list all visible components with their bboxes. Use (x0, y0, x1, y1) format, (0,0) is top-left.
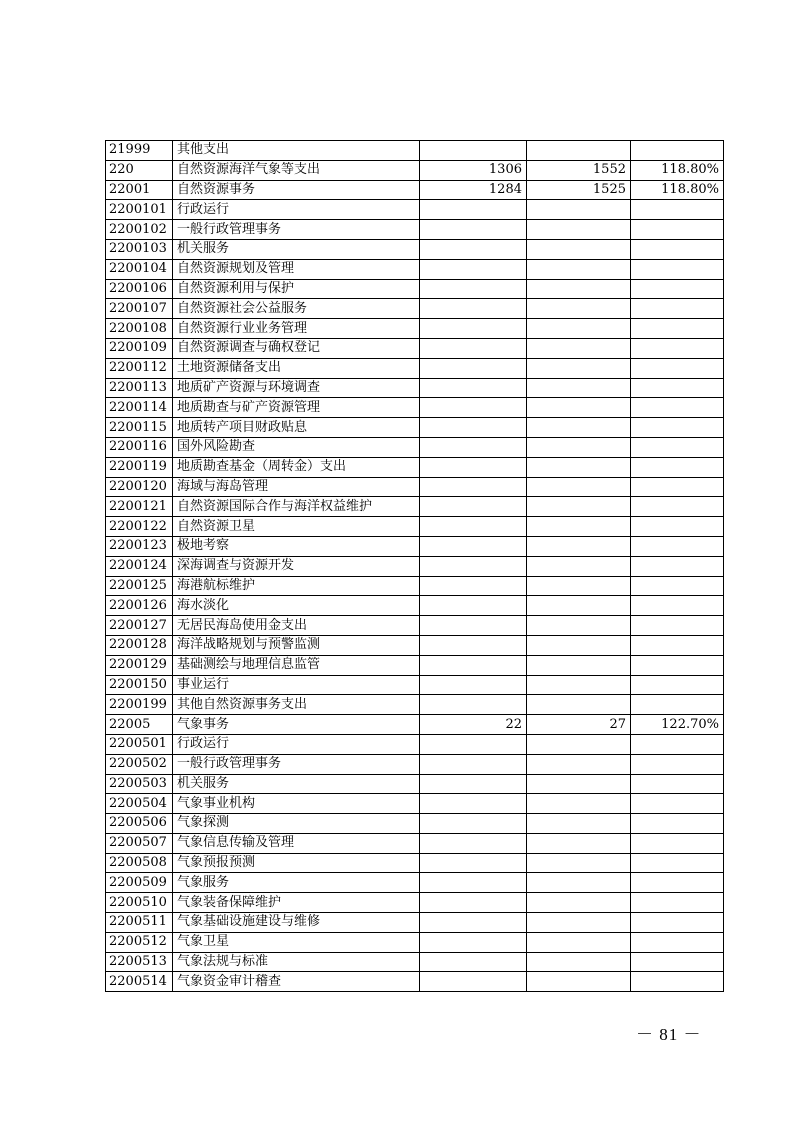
current-year-amount-cell (527, 319, 631, 339)
account-code-cell: 2200124 (106, 556, 173, 576)
table-row (106, 972, 724, 992)
account-name-cell: 一般行政管理事务 (173, 220, 420, 240)
prior-year-amount-cell (420, 952, 527, 972)
percentage-cell: 122.70% (631, 715, 724, 735)
prior-year-amount-cell (420, 398, 527, 418)
table-row (106, 536, 724, 556)
prior-year-amount-cell (420, 576, 527, 596)
current-year-amount-cell (527, 913, 631, 933)
current-year-amount-cell (527, 477, 631, 497)
current-year-amount-cell (527, 457, 631, 477)
current-year-amount-cell (527, 279, 631, 299)
table-row (106, 695, 724, 715)
account-code-cell: 2200199 (106, 695, 173, 715)
account-code-cell: 2200114 (106, 398, 173, 418)
account-name-cell: 地质转产项目财政贴息 (173, 418, 420, 438)
account-code-cell: 2200107 (106, 299, 173, 319)
prior-year-amount-cell (420, 913, 527, 933)
prior-year-amount-cell (420, 319, 527, 339)
prior-year-amount-cell (420, 477, 527, 497)
account-name-cell: 海水淡化 (173, 596, 420, 616)
current-year-amount-cell: 1525 (527, 180, 631, 200)
prior-year-amount-cell (420, 695, 527, 715)
account-name-cell: 自然资源国际合作与海洋权益维护 (173, 497, 420, 517)
prior-year-amount-cell (420, 596, 527, 616)
prior-year-amount-cell (420, 635, 527, 655)
page-number: － 81 － (636, 1025, 702, 1044)
prior-year-amount-cell (420, 873, 527, 893)
prior-year-amount-cell: 1306 (420, 160, 527, 180)
current-year-amount-cell (527, 932, 631, 952)
account-code-cell: 22001 (106, 180, 173, 200)
table-row (106, 913, 724, 933)
account-name-cell: 土地资源储备支出 (173, 358, 420, 378)
table-row (106, 338, 724, 358)
account-name-cell: 一般行政管理事务 (173, 754, 420, 774)
prior-year-amount-cell (420, 655, 527, 675)
percentage-cell (631, 596, 724, 616)
table-row (106, 220, 724, 240)
prior-year-amount-cell (420, 734, 527, 754)
prior-year-amount-cell (420, 616, 527, 636)
table-row (106, 873, 724, 893)
table-row (106, 833, 724, 853)
account-name-cell: 气象服务 (173, 873, 420, 893)
table-row (106, 141, 724, 161)
prior-year-amount-cell (420, 556, 527, 576)
account-name-cell: 气象装备保障维护 (173, 893, 420, 913)
percentage-cell (631, 853, 724, 873)
prior-year-amount-cell (420, 536, 527, 556)
account-name-cell: 地质勘查与矿产资源管理 (173, 398, 420, 418)
current-year-amount-cell (527, 616, 631, 636)
prior-year-amount-cell (420, 675, 527, 695)
account-name-cell: 自然资源事务 (173, 180, 420, 200)
table-row (106, 675, 724, 695)
table-row (106, 893, 724, 913)
current-year-amount-cell (527, 239, 631, 259)
prior-year-amount-cell (420, 418, 527, 438)
account-code-cell: 2200506 (106, 814, 173, 834)
current-year-amount-cell (527, 338, 631, 358)
account-code-cell: 2200513 (106, 952, 173, 972)
percentage-cell (631, 576, 724, 596)
table-row (106, 358, 724, 378)
account-name-cell: 极地考察 (173, 536, 420, 556)
table-row (106, 635, 724, 655)
account-code-cell: 2200119 (106, 457, 173, 477)
percentage-cell (631, 814, 724, 834)
current-year-amount-cell (527, 358, 631, 378)
prior-year-amount-cell (420, 338, 527, 358)
table-row (106, 378, 724, 398)
table-row (106, 517, 724, 537)
account-name-cell: 行政运行 (173, 734, 420, 754)
current-year-amount-cell (527, 497, 631, 517)
account-code-cell: 2200126 (106, 596, 173, 616)
prior-year-amount-cell (420, 437, 527, 457)
account-code-cell: 2200508 (106, 853, 173, 873)
account-code-cell: 2200127 (106, 616, 173, 636)
table-row (106, 160, 724, 180)
prior-year-amount-cell (420, 279, 527, 299)
prior-year-amount-cell (420, 814, 527, 834)
table-row (106, 556, 724, 576)
table-row (106, 814, 724, 834)
account-code-cell: 2200121 (106, 497, 173, 517)
account-code-cell: 2200106 (106, 279, 173, 299)
percentage-cell (631, 695, 724, 715)
prior-year-amount-cell (420, 358, 527, 378)
current-year-amount-cell (527, 655, 631, 675)
prior-year-amount-cell (420, 972, 527, 992)
account-code-cell: 21999 (106, 141, 173, 161)
prior-year-amount-cell (420, 833, 527, 853)
account-name-cell: 行政运行 (173, 200, 420, 220)
account-code-cell: 2200122 (106, 517, 173, 537)
prior-year-amount-cell (420, 932, 527, 952)
account-code-cell: 2200509 (106, 873, 173, 893)
prior-year-amount-cell (420, 141, 527, 161)
account-code-cell: 22005 (106, 715, 173, 735)
account-code-cell: 2200514 (106, 972, 173, 992)
current-year-amount-cell: 1552 (527, 160, 631, 180)
account-code-cell: 2200123 (106, 536, 173, 556)
percentage-cell: 118.80% (631, 180, 724, 200)
percentage-cell (631, 754, 724, 774)
current-year-amount-cell (527, 200, 631, 220)
percentage-cell (631, 932, 724, 952)
table-row (106, 774, 724, 794)
percentage-cell (631, 734, 724, 754)
prior-year-amount-cell (420, 378, 527, 398)
table-row (106, 932, 724, 952)
table-row (106, 853, 724, 873)
table-row (106, 715, 724, 735)
table-row (106, 279, 724, 299)
percentage-cell (631, 893, 724, 913)
table-row (106, 734, 724, 754)
percentage-cell (631, 873, 724, 893)
account-name-cell: 海港航标维护 (173, 576, 420, 596)
account-code-cell: 220 (106, 160, 173, 180)
prior-year-amount-cell (420, 774, 527, 794)
current-year-amount-cell (527, 141, 631, 161)
account-name-cell: 自然资源利用与保护 (173, 279, 420, 299)
percentage-cell: 118.80% (631, 160, 724, 180)
account-code-cell: 2200120 (106, 477, 173, 497)
account-name-cell: 自然资源卫星 (173, 517, 420, 537)
percentage-cell (631, 497, 724, 517)
percentage-cell (631, 279, 724, 299)
table-row (106, 180, 724, 200)
current-year-amount-cell (527, 556, 631, 576)
table-row (106, 655, 724, 675)
account-code-cell: 2200511 (106, 913, 173, 933)
account-name-cell: 无居民海岛使用金支出 (173, 616, 420, 636)
account-name-cell: 自然资源社会公益服务 (173, 299, 420, 319)
account-name-cell: 地质勘查基金（周转金）支出 (173, 457, 420, 477)
percentage-cell (631, 635, 724, 655)
percentage-cell (631, 477, 724, 497)
account-name-cell: 机关服务 (173, 239, 420, 259)
percentage-cell (631, 536, 724, 556)
account-name-cell: 深海调查与资源开发 (173, 556, 420, 576)
prior-year-amount-cell (420, 893, 527, 913)
percentage-cell (631, 437, 724, 457)
budget-table-body (106, 141, 724, 992)
account-code-cell: 2200116 (106, 437, 173, 457)
account-code-cell: 2200512 (106, 932, 173, 952)
percentage-cell (631, 378, 724, 398)
percentage-cell (631, 358, 724, 378)
account-name-cell: 自然资源海洋气象等支出 (173, 160, 420, 180)
prior-year-amount-cell (420, 517, 527, 537)
percentage-cell (631, 299, 724, 319)
current-year-amount-cell (527, 418, 631, 438)
percentage-cell (631, 913, 724, 933)
account-name-cell: 气象事务 (173, 715, 420, 735)
table-row (106, 319, 724, 339)
current-year-amount-cell (527, 536, 631, 556)
account-code-cell: 2200101 (106, 200, 173, 220)
account-code-cell: 2200125 (106, 576, 173, 596)
percentage-cell (631, 398, 724, 418)
account-name-cell: 基础测绘与地理信息监管 (173, 655, 420, 675)
percentage-cell (631, 655, 724, 675)
current-year-amount-cell (527, 576, 631, 596)
current-year-amount-cell (527, 695, 631, 715)
account-code-cell: 2200109 (106, 338, 173, 358)
prior-year-amount-cell (420, 457, 527, 477)
current-year-amount-cell (527, 853, 631, 873)
account-name-cell: 自然资源规划及管理 (173, 259, 420, 279)
percentage-cell (631, 794, 724, 814)
prior-year-amount-cell: 1284 (420, 180, 527, 200)
account-code-cell: 2200104 (106, 259, 173, 279)
budget-table (105, 140, 724, 992)
percentage-cell (631, 418, 724, 438)
table-row (106, 497, 724, 517)
account-name-cell: 海域与海岛管理 (173, 477, 420, 497)
account-name-cell: 事业运行 (173, 675, 420, 695)
percentage-cell (631, 833, 724, 853)
account-code-cell: 2200502 (106, 754, 173, 774)
account-name-cell: 地质矿产资源与环境调查 (173, 378, 420, 398)
percentage-cell (631, 952, 724, 972)
account-name-cell: 气象基础设施建设与维修 (173, 913, 420, 933)
percentage-cell (631, 556, 724, 576)
prior-year-amount-cell: 22 (420, 715, 527, 735)
table-row (106, 398, 724, 418)
account-code-cell: 2200129 (106, 655, 173, 675)
current-year-amount-cell (527, 814, 631, 834)
current-year-amount-cell (527, 398, 631, 418)
current-year-amount-cell (527, 675, 631, 695)
account-code-cell: 2200115 (106, 418, 173, 438)
current-year-amount-cell: 27 (527, 715, 631, 735)
percentage-cell (631, 457, 724, 477)
current-year-amount-cell (527, 734, 631, 754)
account-name-cell: 其他自然资源事务支出 (173, 695, 420, 715)
account-name-cell: 气象卫星 (173, 932, 420, 952)
account-code-cell: 2200103 (106, 239, 173, 259)
current-year-amount-cell (527, 833, 631, 853)
current-year-amount-cell (527, 220, 631, 240)
account-name-cell: 国外风险勘查 (173, 437, 420, 457)
current-year-amount-cell (527, 299, 631, 319)
table-row (106, 457, 724, 477)
percentage-cell (631, 259, 724, 279)
table-row (106, 477, 724, 497)
current-year-amount-cell (527, 259, 631, 279)
percentage-cell (631, 972, 724, 992)
account-code-cell: 2200507 (106, 833, 173, 853)
table-row (106, 952, 724, 972)
percentage-cell (631, 319, 724, 339)
current-year-amount-cell (527, 972, 631, 992)
account-name-cell: 机关服务 (173, 774, 420, 794)
account-name-cell: 气象信息传输及管理 (173, 833, 420, 853)
current-year-amount-cell (527, 754, 631, 774)
current-year-amount-cell (527, 635, 631, 655)
account-name-cell: 气象法规与标准 (173, 952, 420, 972)
prior-year-amount-cell (420, 200, 527, 220)
account-name-cell: 气象探测 (173, 814, 420, 834)
current-year-amount-cell (527, 517, 631, 537)
account-name-cell: 自然资源调查与确权登记 (173, 338, 420, 358)
percentage-cell (631, 338, 724, 358)
table-row (106, 299, 724, 319)
percentage-cell (631, 220, 724, 240)
table-row (106, 437, 724, 457)
current-year-amount-cell (527, 437, 631, 457)
prior-year-amount-cell (420, 239, 527, 259)
prior-year-amount-cell (420, 853, 527, 873)
percentage-cell (631, 200, 724, 220)
account-code-cell: 2200501 (106, 734, 173, 754)
account-code-cell: 2200113 (106, 378, 173, 398)
prior-year-amount-cell (420, 497, 527, 517)
percentage-cell (631, 616, 724, 636)
prior-year-amount-cell (420, 794, 527, 814)
current-year-amount-cell (527, 774, 631, 794)
prior-year-amount-cell (420, 754, 527, 774)
table-row (106, 616, 724, 636)
percentage-cell (631, 774, 724, 794)
current-year-amount-cell (527, 596, 631, 616)
percentage-cell (631, 517, 724, 537)
prior-year-amount-cell (420, 299, 527, 319)
account-code-cell: 2200112 (106, 358, 173, 378)
table-row (106, 200, 724, 220)
percentage-cell (631, 675, 724, 695)
account-code-cell: 2200108 (106, 319, 173, 339)
table-row (106, 239, 724, 259)
table-row (106, 754, 724, 774)
current-year-amount-cell (527, 794, 631, 814)
current-year-amount-cell (527, 952, 631, 972)
prior-year-amount-cell (420, 220, 527, 240)
percentage-cell (631, 141, 724, 161)
table-row (106, 794, 724, 814)
table-row (106, 418, 724, 438)
table-row (106, 596, 724, 616)
account-code-cell: 2200504 (106, 794, 173, 814)
account-code-cell: 2200510 (106, 893, 173, 913)
current-year-amount-cell (527, 378, 631, 398)
current-year-amount-cell (527, 873, 631, 893)
account-code-cell: 2200503 (106, 774, 173, 794)
account-name-cell: 气象事业机构 (173, 794, 420, 814)
account-name-cell: 其他支出 (173, 141, 420, 161)
account-name-cell: 气象预报预测 (173, 853, 420, 873)
table-row (106, 576, 724, 596)
current-year-amount-cell (527, 893, 631, 913)
table-row (106, 259, 724, 279)
account-code-cell: 2200150 (106, 675, 173, 695)
account-code-cell: 2200102 (106, 220, 173, 240)
account-code-cell: 2200128 (106, 635, 173, 655)
prior-year-amount-cell (420, 259, 527, 279)
account-name-cell: 海洋战略规划与预警监测 (173, 635, 420, 655)
percentage-cell (631, 239, 724, 259)
account-name-cell: 自然资源行业业务管理 (173, 319, 420, 339)
account-name-cell: 气象资金审计稽查 (173, 972, 420, 992)
